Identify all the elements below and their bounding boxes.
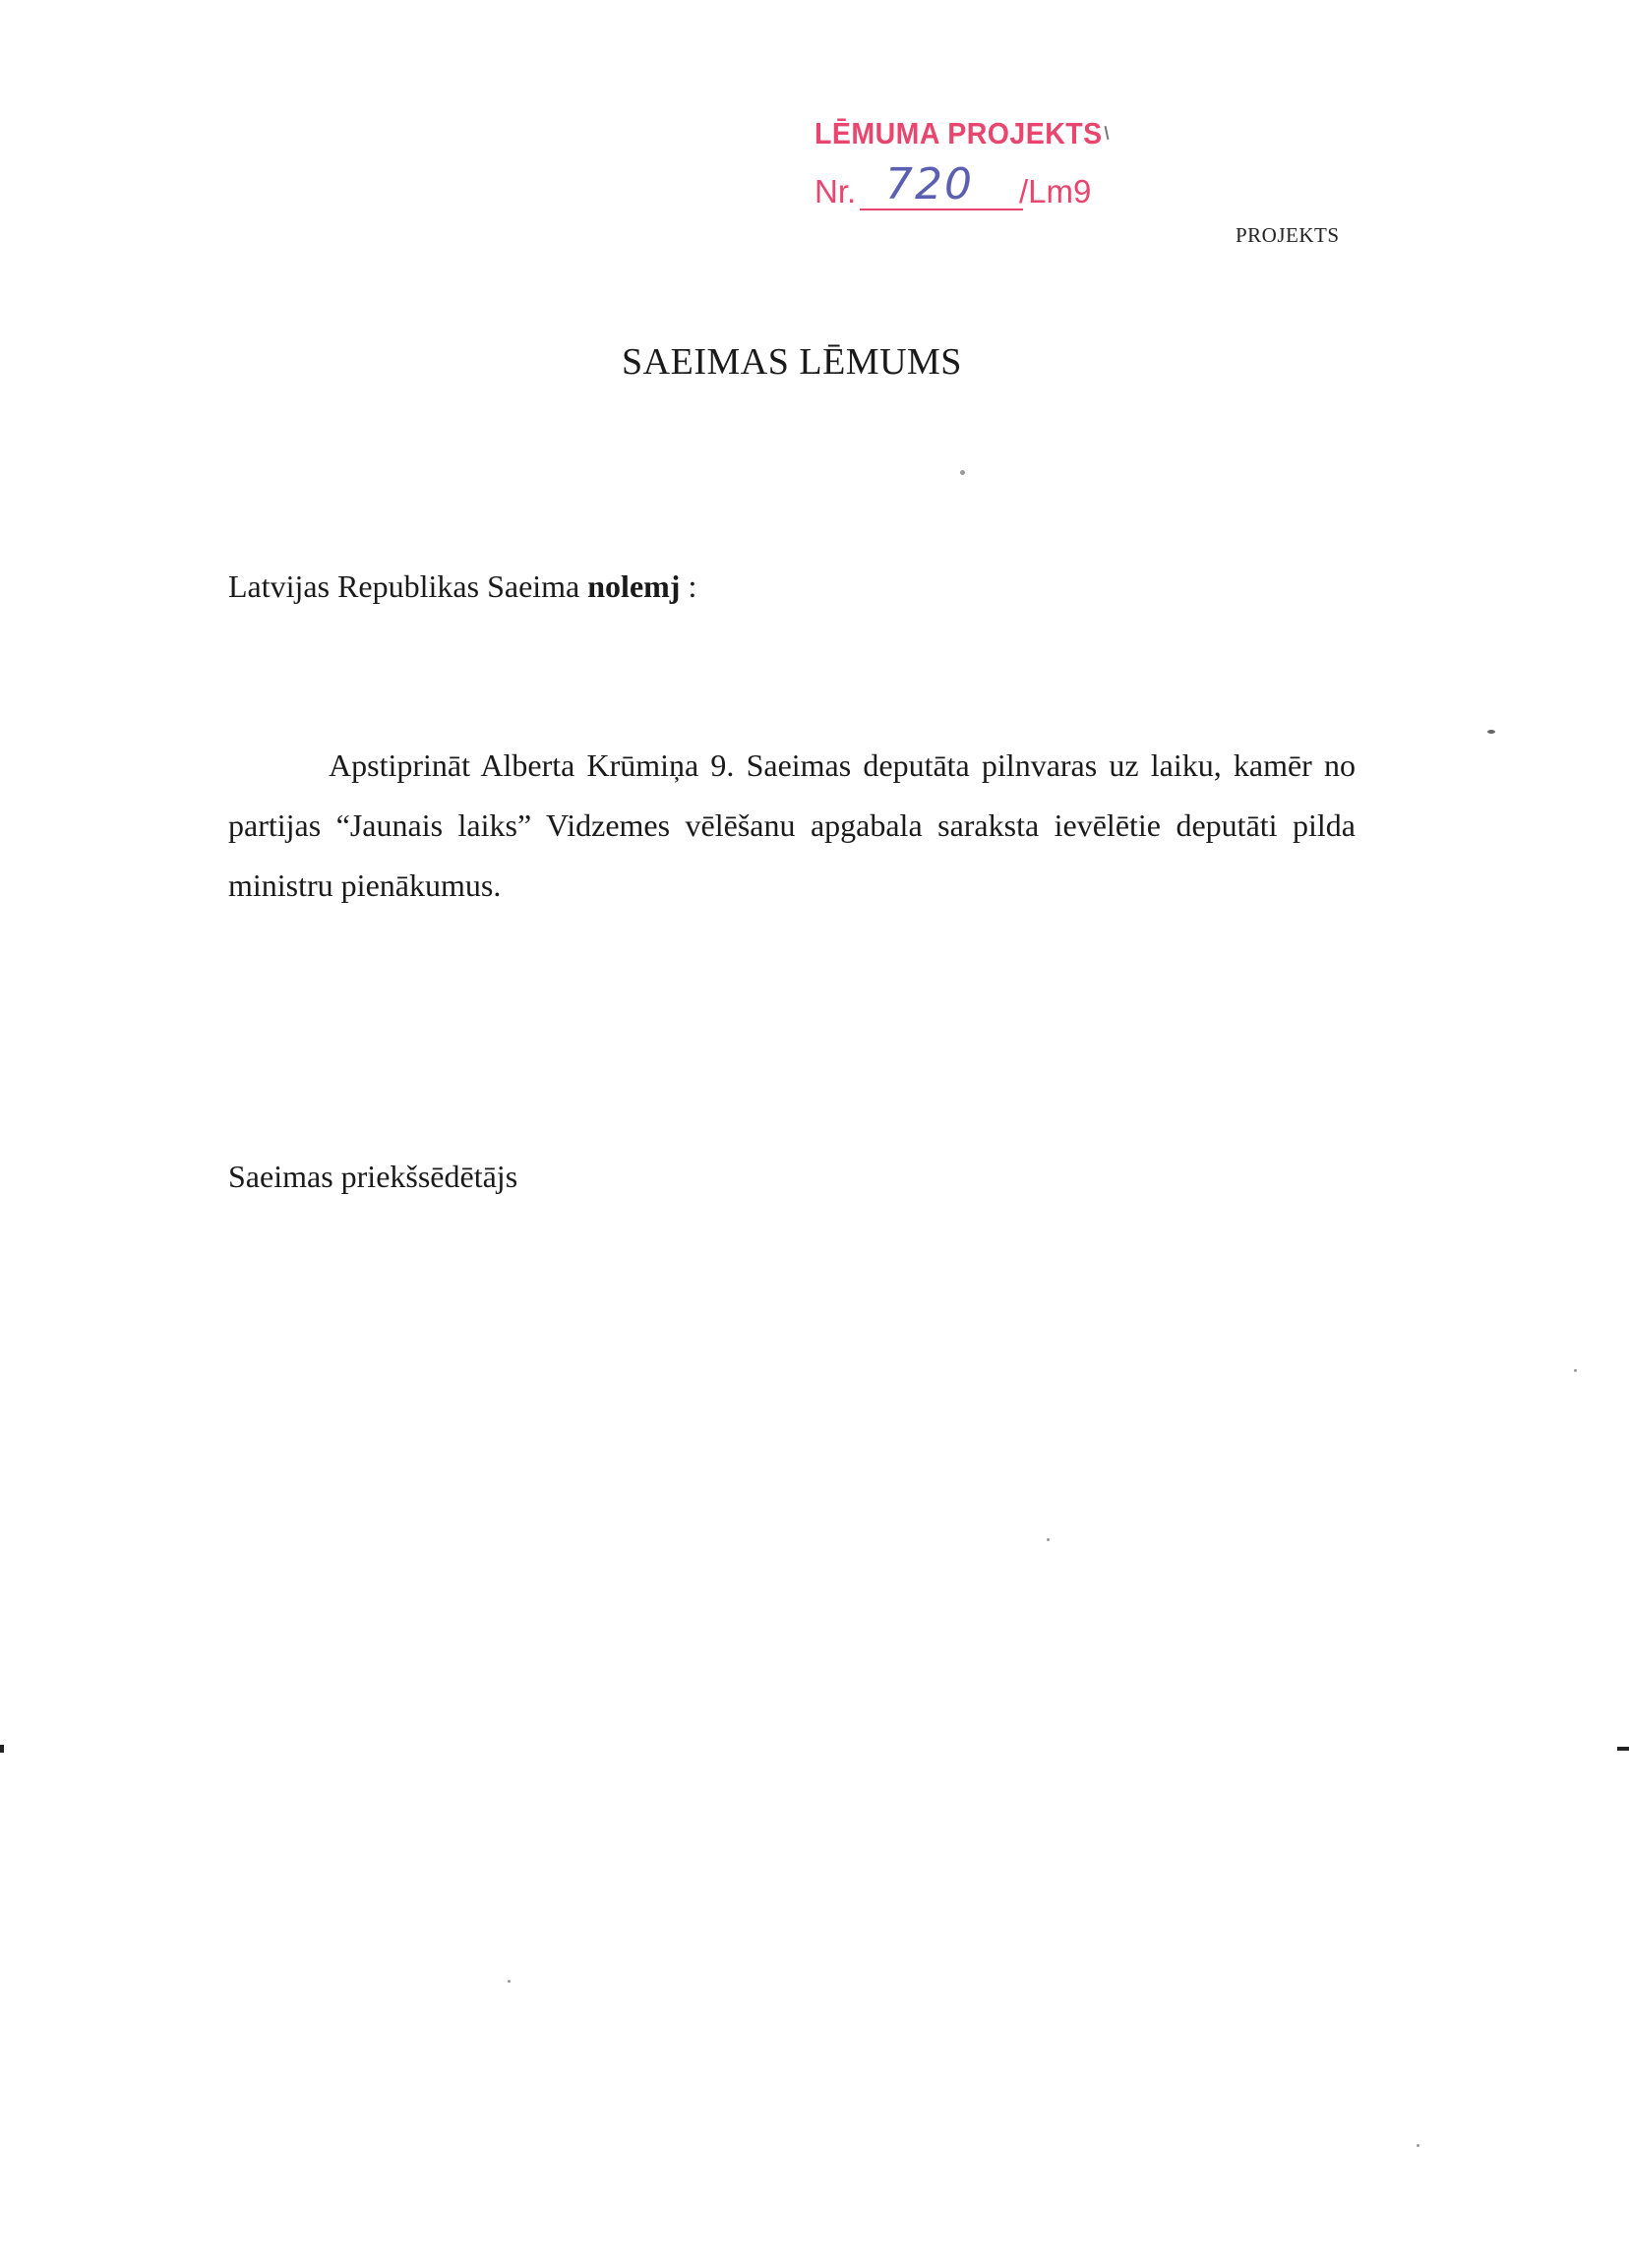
draft-label: PROJEKTS — [1236, 223, 1340, 247]
preamble-end: : — [680, 568, 697, 604]
stamp-title: LĒMUMA PROJEKTS — [814, 116, 1103, 150]
scan-speck — [1487, 730, 1495, 734]
scan-edge-mark — [1617, 1747, 1629, 1751]
stamp-tick-mark — [1105, 126, 1110, 140]
stamp-nr-prefix: Nr. — [814, 173, 857, 209]
document-title: SAEIMAS LĒMUMS — [622, 341, 962, 383]
signature-title: Saeimas priekšsēdētājs — [228, 1159, 518, 1194]
scan-speck — [1574, 1369, 1577, 1372]
scan-speck — [1417, 2144, 1419, 2147]
scan-edge-mark — [0, 1745, 4, 1753]
decision-paragraph: Apstiprināt Alberta Krūmiņa 9. Saeimas deputāta pilnvaras uz laiku, kamēr no partijas “Jaunais laiks” Vidzemes vēlēšanu apgabala saraksta ievēlētie deputāti pilda ministru pienākumus. — [228, 747, 1356, 903]
preamble — [228, 568, 696, 605]
stamp-number-line — [814, 159, 1129, 220]
preamble-text: Latvijas Republikas Saeima — [228, 568, 588, 604]
scan-speck — [508, 1980, 511, 1983]
stamp-number-suffix: /Lm9 — [1019, 173, 1092, 209]
draft-decision-stamp — [814, 116, 1119, 224]
scan-speck — [960, 470, 965, 475]
stamp-handwritten-number: 720 — [885, 159, 974, 209]
preamble-bold-verb: nolemj — [587, 568, 681, 604]
scan-speck — [1047, 1538, 1050, 1541]
